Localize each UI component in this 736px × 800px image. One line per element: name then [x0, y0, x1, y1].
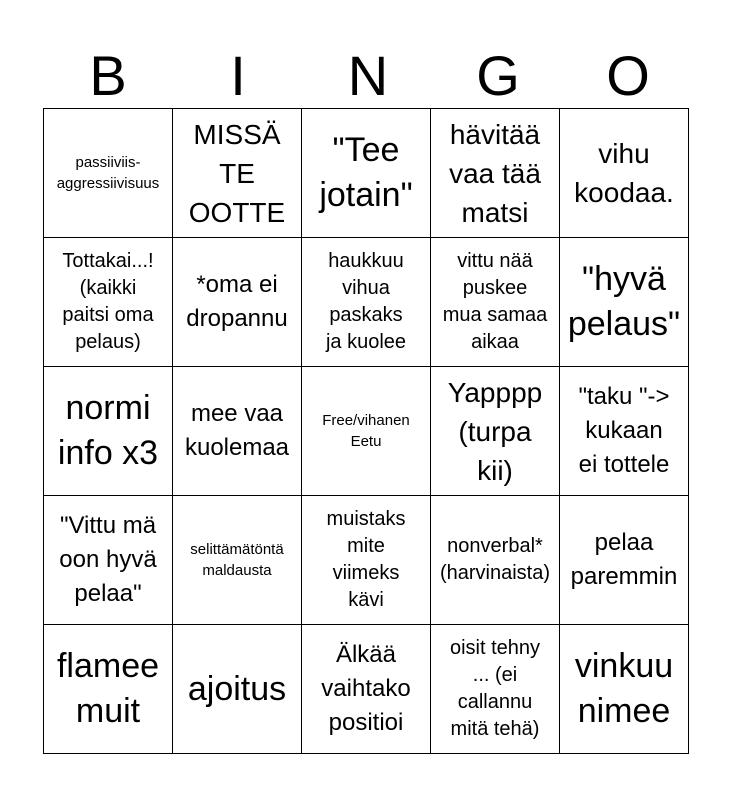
bingo-square[interactable]	[173, 367, 302, 496]
bingo-square-label: haukkuu vihua paskaks ja kuolee	[325, 250, 407, 353]
bingo-square-label: Tottakai...! (kaikki paitsi oma pelaus)	[62, 250, 154, 353]
bingo-square-label: *oma ei dropannu	[186, 271, 288, 332]
bingo-square-label: selittämätöntä maldausta	[190, 541, 284, 579]
bingo-square-label: MISSÄ TE OOTTE	[188, 118, 286, 228]
bingo-square[interactable]	[44, 109, 173, 238]
header-letter-i: I	[230, 44, 246, 107]
bingo-square[interactable]	[302, 625, 431, 754]
bingo-square[interactable]	[560, 496, 689, 625]
bingo-square-label: passiiviis- aggressiivisuus	[56, 154, 160, 192]
bingo-square[interactable]	[431, 109, 560, 238]
bingo-grid	[43, 108, 689, 754]
bingo-square[interactable]	[560, 238, 689, 367]
bingo-square-label: Free/vihanen Eetu	[322, 412, 410, 450]
bingo-square-label: ajoitus	[187, 669, 287, 708]
bingo-square-label: "hyvä pelaus"	[567, 260, 681, 343]
bingo-square[interactable]	[560, 367, 689, 496]
bingo-square[interactable]	[560, 625, 689, 754]
bingo-square-label: mee vaa kuolemaa	[184, 400, 290, 461]
bingo-row	[44, 367, 689, 496]
header-letter-b: B	[89, 44, 127, 107]
header-letter-g: G	[476, 44, 520, 107]
bingo-square[interactable]	[560, 109, 689, 238]
header-letter-o: O	[606, 44, 650, 107]
bingo-square-label: vittu nää puskee mua samaa aikaa	[442, 250, 548, 353]
bingo-square-label: "taku "-> kukaan ei tottele	[578, 383, 670, 478]
bingo-square[interactable]	[44, 496, 173, 625]
bingo-square[interactable]	[431, 238, 560, 367]
bingo-square-label: oisit tehny ... (ei callannu mitä tehä)	[449, 637, 541, 740]
bingo-square-label: normi info x3	[57, 389, 159, 472]
bingo-square[interactable]	[44, 367, 173, 496]
bingo-square-label: Yapppp (turpa kii)	[447, 376, 543, 486]
bingo-square[interactable]	[173, 238, 302, 367]
bingo-square[interactable]	[44, 625, 173, 754]
bingo-square[interactable]	[302, 367, 431, 496]
bingo-square-label: vinkuu nimee	[574, 647, 674, 730]
bingo-row	[44, 109, 689, 238]
bingo-row	[44, 496, 689, 625]
bingo-square-label: Älkää vaihtako positioi	[321, 641, 411, 736]
header-letter-n: N	[347, 44, 389, 107]
bingo-row	[44, 625, 689, 754]
bingo-square-label: vihu koodaa.	[574, 138, 674, 208]
bingo-square-label: flamee muit	[56, 647, 160, 730]
bingo-square-label: nonverbal* (harvinaista)	[439, 535, 551, 584]
bingo-square[interactable]	[44, 238, 173, 367]
bingo-square[interactable]	[302, 238, 431, 367]
bingo-square[interactable]	[173, 496, 302, 625]
bingo-square[interactable]	[302, 496, 431, 625]
bingo-square[interactable]	[431, 367, 560, 496]
bingo-square[interactable]	[431, 496, 560, 625]
bingo-square[interactable]	[431, 625, 560, 754]
bingo-square-label: muistaks mite viimeks kävi	[326, 508, 406, 611]
bingo-row	[44, 238, 689, 367]
bingo-square[interactable]	[173, 109, 302, 238]
bingo-square[interactable]	[173, 625, 302, 754]
bingo-square-label: "Tee jotain"	[319, 131, 413, 214]
bingo-square-label: "Vittu mä oon hyvä pelaa"	[59, 512, 157, 607]
bingo-square-label: hävitää vaa tää matsi	[449, 118, 541, 228]
bingo-square[interactable]	[302, 109, 431, 238]
bingo-square-label: pelaa paremmin	[570, 529, 678, 590]
